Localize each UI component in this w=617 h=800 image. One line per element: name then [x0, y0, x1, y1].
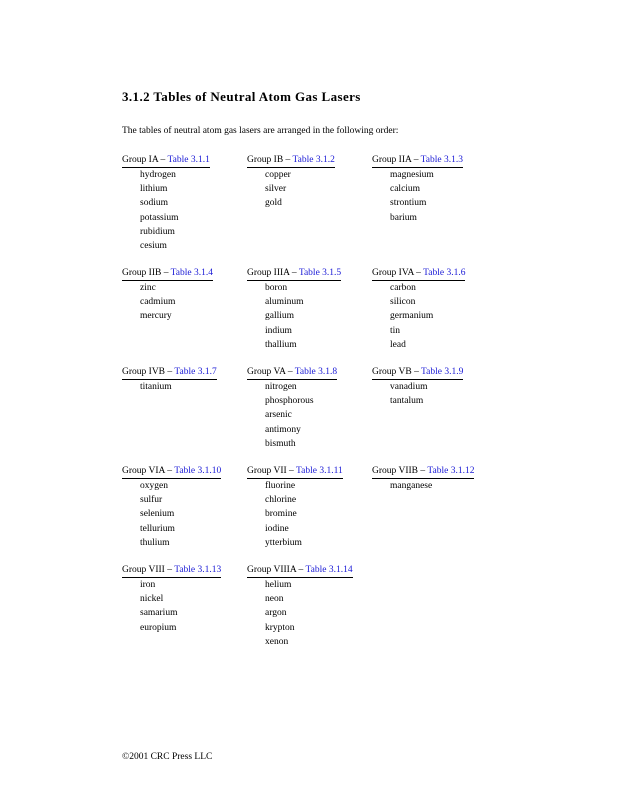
element-item: indium	[265, 325, 292, 336]
group-heading	[247, 366, 337, 380]
group-separator: –	[164, 466, 175, 476]
group-heading	[122, 366, 217, 380]
table-link[interactable]: Table 3.1.2	[292, 155, 335, 165]
element-list	[372, 380, 494, 408]
group-heading	[122, 154, 210, 168]
element-item: samarium	[140, 608, 178, 619]
group-heading	[247, 465, 343, 479]
element-item: selenium	[140, 509, 175, 520]
element-item: arsenic	[265, 410, 292, 421]
group-block	[247, 153, 369, 211]
group-block	[247, 266, 369, 352]
element-list	[247, 578, 369, 649]
group-name: Group IVB	[122, 367, 166, 377]
element-list	[372, 281, 494, 352]
element-item: tellurium	[140, 523, 175, 534]
element-item: lithium	[140, 184, 168, 195]
element-item: europium	[140, 622, 177, 633]
group-block	[122, 266, 244, 324]
element-item: chlorine	[265, 495, 297, 506]
group-separator: –	[411, 155, 421, 165]
element-item: lead	[390, 339, 406, 350]
group-separator: –	[283, 155, 293, 165]
group-name: Group VA	[247, 367, 286, 377]
group-separator: –	[161, 268, 171, 278]
element-item: manganese	[390, 481, 433, 491]
group-name: Group IIA	[372, 155, 412, 165]
element-item: xenon	[265, 636, 289, 647]
element-item: silver	[265, 184, 287, 195]
table-link[interactable]: Table 3.1.13	[174, 565, 222, 575]
group-heading	[122, 267, 213, 281]
element-list	[372, 479, 494, 493]
group-name: Group IB	[247, 155, 284, 165]
table-link[interactable]: Table 3.1.1	[167, 155, 210, 165]
group-heading	[247, 564, 353, 578]
element-item: sulfur	[140, 495, 163, 506]
element-item: calcium	[390, 184, 421, 195]
group-separator: –	[411, 367, 422, 377]
element-item: argon	[265, 608, 287, 619]
element-item: krypton	[265, 622, 295, 633]
group-block	[122, 464, 244, 550]
element-item: fluorine	[265, 481, 296, 491]
group-separator: –	[418, 466, 428, 476]
element-list	[122, 281, 244, 324]
element-list	[122, 168, 244, 253]
table-link[interactable]: Table 3.1.12	[427, 466, 475, 476]
table-link[interactable]: Table 3.1.14	[305, 565, 353, 575]
group-separator: –	[296, 565, 306, 575]
element-item: vanadium	[390, 382, 428, 392]
group-heading	[372, 366, 463, 380]
group-block	[372, 464, 494, 493]
element-item: cadmium	[140, 297, 176, 308]
element-list	[122, 578, 244, 635]
element-item: silicon	[390, 297, 416, 308]
element-item: germanium	[390, 311, 434, 322]
group-name: Group IA	[122, 155, 159, 165]
group-heading	[372, 267, 465, 281]
element-item: antimony	[265, 424, 301, 435]
group-name: Group VIIB	[372, 466, 419, 476]
group-heading	[247, 267, 341, 281]
element-item: gallium	[265, 311, 295, 322]
group-name: Group VIA	[122, 466, 165, 476]
group-heading	[122, 564, 221, 578]
element-item: carbon	[390, 283, 416, 293]
element-item: ytterbium	[265, 537, 302, 548]
element-item: barium	[390, 212, 417, 223]
group-name: Group IVA	[372, 268, 414, 278]
group-block	[372, 266, 494, 352]
element-item: aluminum	[265, 297, 304, 308]
group-name: Group VII	[247, 466, 287, 476]
element-item: copper	[265, 170, 291, 180]
group-heading	[372, 465, 474, 479]
element-list	[247, 479, 369, 550]
element-item: bromine	[265, 509, 297, 520]
copyright-footer: ©2001 CRC Press LLC	[122, 752, 213, 762]
element-item: cesium	[140, 241, 167, 252]
group-separator: –	[285, 367, 295, 377]
group-block	[122, 365, 244, 394]
element-list	[247, 380, 369, 451]
element-item: potassium	[140, 212, 179, 223]
element-list	[247, 281, 369, 352]
table-link[interactable]: Table 3.1.10	[174, 466, 222, 476]
element-item: hydrogen	[140, 170, 176, 180]
group-heading	[247, 154, 335, 168]
element-item: nickel	[140, 594, 164, 605]
group-separator: –	[286, 466, 297, 476]
table-link[interactable]: Table 3.1.9	[421, 367, 464, 377]
group-block	[122, 153, 244, 253]
element-item: mercury	[140, 311, 172, 322]
element-item: gold	[265, 198, 282, 209]
group-heading	[372, 154, 463, 168]
element-item: thallium	[265, 339, 297, 350]
element-item: iron	[140, 580, 156, 590]
table-link[interactable]: Table 3.1.7	[174, 367, 217, 377]
table-link[interactable]: Table 3.1.4	[170, 268, 214, 278]
table-link[interactable]: Table 3.1.3	[420, 155, 464, 165]
element-list	[247, 168, 369, 211]
group-separator: –	[164, 565, 175, 575]
element-item: nitrogen	[265, 382, 297, 392]
group-block	[372, 153, 494, 225]
group-block	[247, 365, 369, 451]
group-name: Group VIIIA	[247, 565, 297, 575]
table-link[interactable]: Table 3.1.8	[294, 367, 338, 377]
element-item: titanium	[140, 382, 172, 392]
element-item: boron	[265, 283, 288, 293]
section-heading: 3.1.2 Tables of Neutral Atom Gas Lasers	[122, 89, 361, 104]
element-item: tantalum	[390, 396, 424, 407]
group-name: Group IIB	[122, 268, 162, 278]
intro-text: The tables of neutral atom gas lasers are arranged in the following order:	[122, 126, 399, 136]
group-block	[247, 464, 369, 550]
element-item: bismuth	[265, 438, 296, 449]
group-name: Group IIIA	[247, 268, 290, 278]
element-item: helium	[265, 580, 292, 590]
table-link[interactable]: Table 3.1.11	[296, 466, 343, 476]
element-item: tin	[390, 325, 401, 336]
table-link[interactable]: Table 3.1.6	[423, 268, 466, 278]
element-item: sodium	[140, 198, 168, 209]
element-item: oxygen	[140, 481, 168, 491]
element-item: iodine	[265, 523, 289, 534]
element-item: thulium	[140, 537, 170, 548]
element-item: zinc	[140, 283, 156, 293]
element-item: strontium	[390, 198, 427, 209]
group-separator: –	[289, 268, 299, 278]
element-item: magnesium	[390, 170, 434, 180]
element-item: neon	[265, 594, 284, 605]
group-separator: –	[165, 367, 175, 377]
element-list	[372, 168, 494, 225]
element-item: rubidium	[140, 226, 175, 237]
group-name: Group VIII	[122, 565, 165, 575]
group-separator: –	[413, 268, 424, 278]
element-item: phosphorous	[265, 396, 314, 407]
group-block	[122, 563, 244, 635]
group-block	[247, 563, 369, 649]
element-list	[122, 380, 244, 394]
group-heading	[122, 465, 221, 479]
group-separator: –	[158, 155, 168, 165]
table-link[interactable]: Table 3.1.5	[298, 268, 342, 278]
element-list	[122, 479, 244, 550]
group-block	[372, 365, 494, 408]
group-name: Group VB	[372, 367, 412, 377]
